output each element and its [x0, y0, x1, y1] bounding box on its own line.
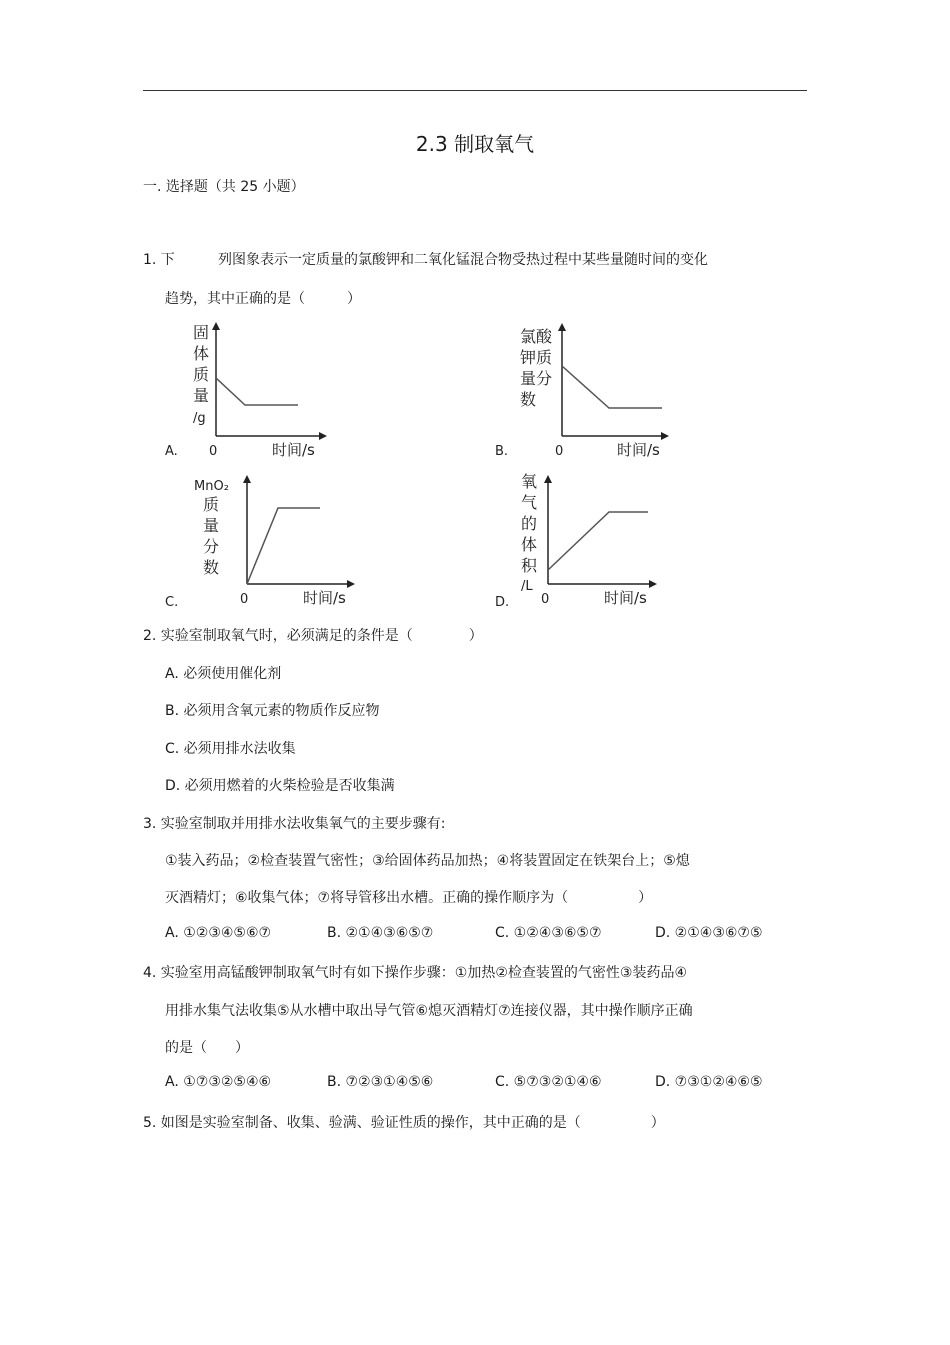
option-b-label: B. [495, 444, 509, 459]
q1-graph-b [492, 318, 682, 463]
q3-option-b: B. ②①④③⑥⑤⑦ [327, 925, 434, 941]
q4-option-c: C. ⑤⑦③②①④⑥ [495, 1074, 602, 1090]
graph-c-y-arrow [243, 475, 251, 483]
graph-d-ylabel-4: 体 [521, 535, 538, 554]
graph-a-ylabel-3: 质 [193, 365, 210, 384]
graph-d-ylabel-1: 氧 [521, 472, 538, 491]
q4-option-d: D. ⑦③①②④⑥⑤ [655, 1074, 763, 1090]
q3-line2: ①装入药品；②检查装置气密性；③给固体药品加热；④将装置固定在铁架台上；⑤熄 [165, 853, 690, 869]
graph-c-xlabel: 时间/s [303, 589, 346, 607]
graph-d-ylabel-3: 的 [521, 514, 538, 533]
graph-c-ylabel-4: 分 [203, 537, 220, 556]
graph-a-ylabel-1: 固 [193, 323, 210, 342]
q4-stem: 4. 实验室用高锰酸钾制取氧气时有如下操作步骤：①加热②检查装置的气密性③装药品④ [143, 965, 688, 981]
q2-option-c: C. 必须用排水法收集 [165, 741, 296, 757]
graph-c-ylabel-5: 数 [203, 558, 220, 577]
q2-option-a: A. 必须使用催化剂 [165, 666, 282, 682]
graph-c-ylabel-1: MnO₂ [194, 479, 229, 494]
graph-b-ylabel-1: 氯酸 [520, 327, 553, 346]
graph-b-curve [562, 366, 662, 408]
q2-stem: 2. 实验室制取氧气时，必须满足的条件是（ ） [143, 628, 483, 644]
graph-a-y-arrow [212, 322, 220, 330]
graph-b-x-arrow [661, 432, 669, 440]
graph-d-ylabel-5: 积 [521, 556, 538, 575]
q4-line3: 的是（ ） [165, 1040, 249, 1056]
graph-c-x-arrow [347, 580, 355, 588]
q1-graph-a [160, 318, 340, 463]
graph-d-ylabel-2: 气 [521, 493, 538, 512]
graph-b-y-arrow [558, 323, 566, 331]
q1-number: 1. 下 [143, 252, 175, 268]
graph-a-curve [216, 378, 298, 405]
q1-graph-d [492, 470, 672, 612]
q3-line3: 灭酒精灯；⑥收集气体；⑦将导管移出水槽。正确的操作顺序为（ ） [165, 890, 653, 906]
graph-a-origin: 0 [209, 444, 218, 459]
graph-b-ylabel-3: 量分 [520, 369, 553, 388]
page-title: 2.3 制取氧气 [415, 132, 535, 156]
option-c-label: C. [165, 595, 179, 610]
q3-stem: 3. 实验室制取并用排水法收集氧气的主要步骤有: [143, 816, 446, 832]
graph-b-ylabel-4: 数 [520, 390, 537, 409]
graph-b-ylabel-2: 钾质 [520, 348, 553, 367]
graph-a-ylabel-4: 量 [193, 386, 210, 405]
graph-c-origin: 0 [240, 592, 249, 607]
graph-a-x-arrow [319, 432, 327, 440]
q4-option-a: A. ①⑦③②⑤④⑥ [165, 1074, 272, 1090]
graph-d-xlabel: 时间/s [604, 589, 647, 607]
graph-d-origin: 0 [541, 592, 550, 607]
graph-c-ylabel-2: 质 [203, 495, 220, 514]
q2-option-d: D. 必须用燃着的火柴检验是否收集满 [165, 778, 395, 794]
option-a-label: A. [165, 444, 178, 459]
q4-line2: 用排水集气法收集⑤从水槽中取出导气管⑥熄灭酒精灯⑦连接仪器，其中操作顺序正确 [165, 1003, 693, 1019]
graph-d-ylabel-6: /L [521, 579, 533, 594]
q1-text-line2: 趋势，其中正确的是（ ） [165, 291, 361, 307]
graph-b-xlabel: 时间/s [617, 441, 660, 459]
q4-option-b: B. ⑦②③①④⑤⑥ [327, 1074, 434, 1090]
graph-a-ylabel-2: 体 [193, 344, 210, 363]
graph-a-xlabel: 时间/s [272, 441, 315, 459]
q1-graph-c [160, 470, 360, 612]
graph-d-y-arrow [544, 475, 552, 483]
graph-c-ylabel-3: 量 [203, 516, 220, 535]
q3-option-d: D. ②①④③⑥⑦⑤ [655, 925, 763, 941]
graph-d-x-arrow [649, 580, 657, 588]
q5-stem: 5. 如图是实验室制备、收集、验满、验证性质的操作，其中正确的是（ ） [143, 1115, 665, 1131]
q3-option-a: A. ①②③④⑤⑥⑦ [165, 925, 272, 941]
section-heading: 一. 选择题（共 25 小题） [143, 179, 305, 195]
q1-text-line1: 列图象表示一定质量的氯酸钾和二氧化锰混合物受热过程中某些量随时间的变化 [218, 252, 708, 268]
graph-b-origin: 0 [555, 444, 564, 459]
graph-c-curve [247, 508, 320, 584]
q3-option-c: C. ①②④③⑥⑤⑦ [495, 925, 602, 941]
option-d-label: D. [495, 595, 510, 610]
graph-a-ylabel-5: /g [193, 411, 206, 426]
header-rule [143, 90, 807, 91]
q2-option-b: B. 必须用含氧元素的物质作反应物 [165, 703, 380, 719]
graph-d-curve [548, 512, 648, 570]
